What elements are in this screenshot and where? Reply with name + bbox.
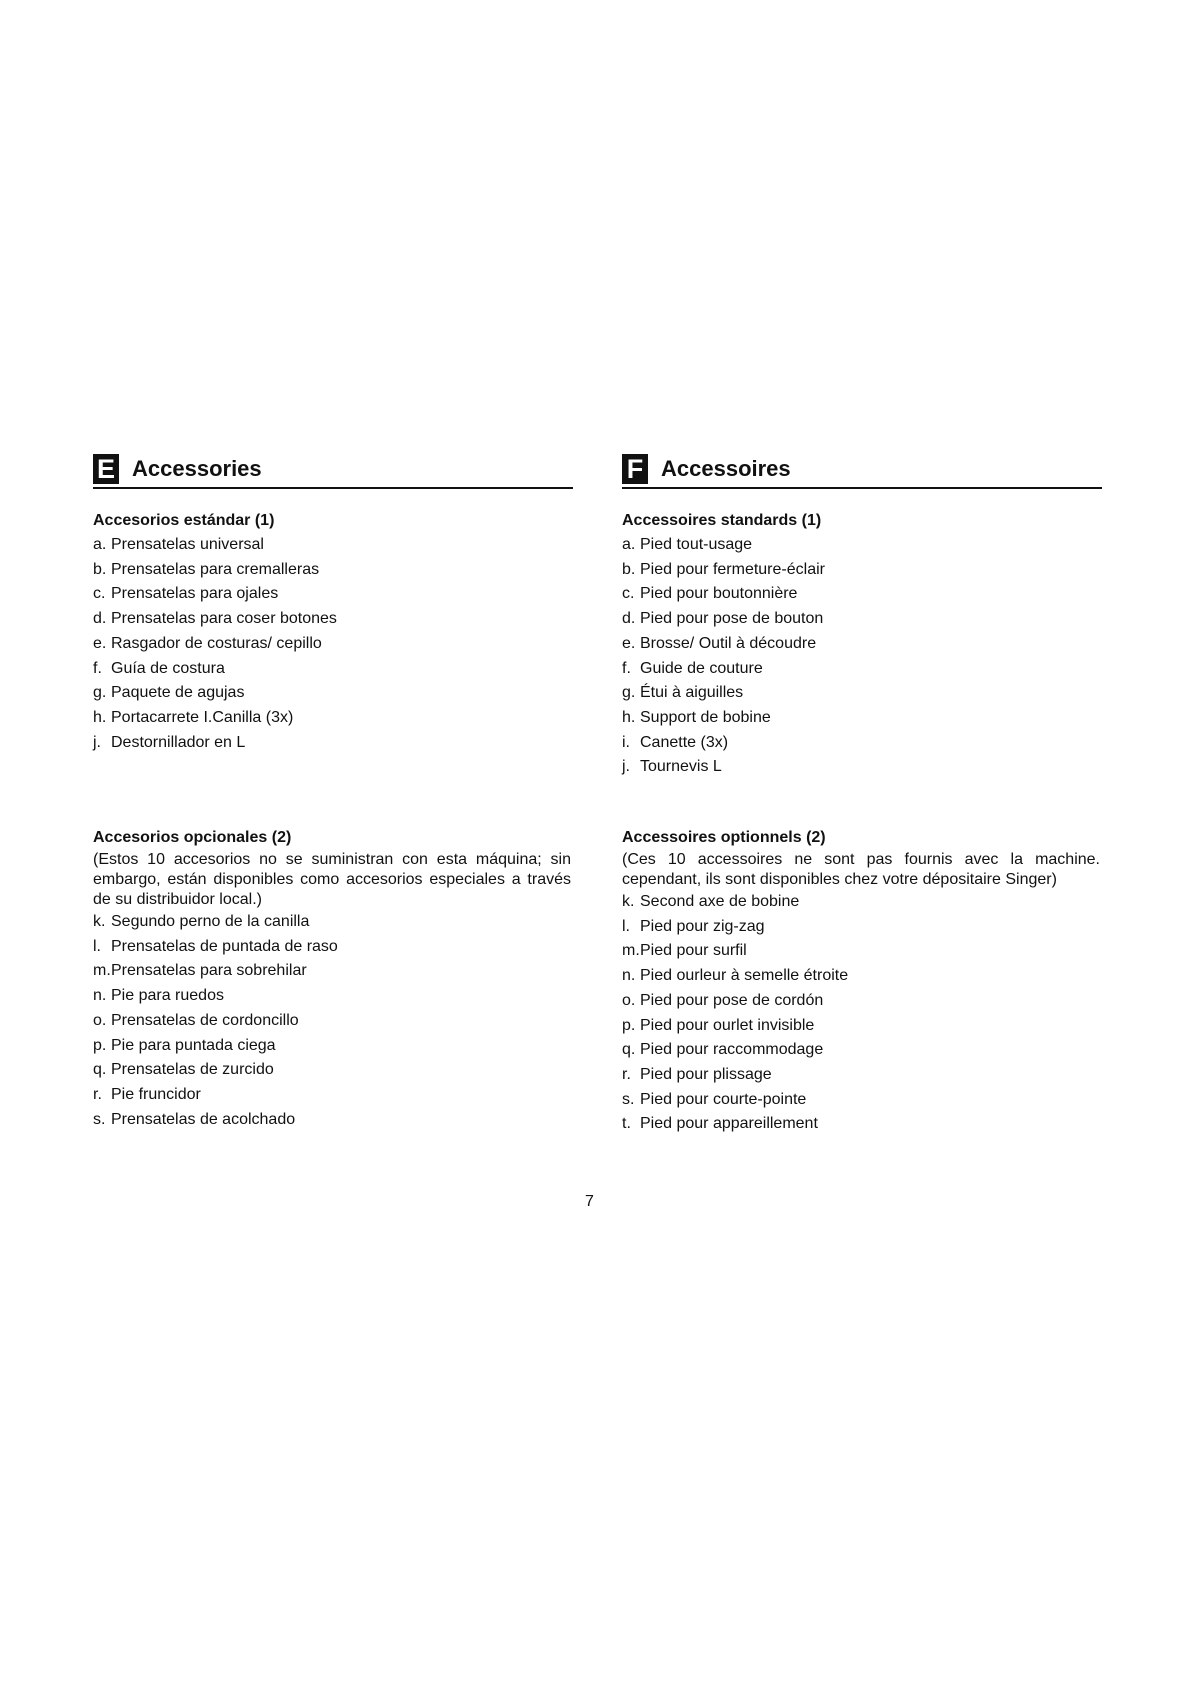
optional-accessories-list bbox=[622, 890, 1102, 1137]
list-item bbox=[93, 1058, 573, 1083]
list-item bbox=[622, 657, 1102, 682]
section-title: Accessories bbox=[132, 455, 262, 481]
list-item bbox=[93, 984, 573, 1009]
item-text: Pied pour pose de cordón bbox=[640, 991, 824, 1009]
item-letter: t. bbox=[622, 1115, 631, 1133]
item-text: Prensatelas para cremalleras bbox=[111, 560, 320, 578]
item-text: Tournevis L bbox=[640, 758, 722, 776]
item-text: Prensatelas de puntada de raso bbox=[111, 937, 338, 955]
list-item bbox=[93, 935, 573, 960]
list-item bbox=[93, 657, 573, 682]
item-text: Pied pour appareillement bbox=[640, 1115, 818, 1133]
section-header-spanish bbox=[93, 452, 573, 489]
spanish-column bbox=[93, 452, 573, 1128]
list-item bbox=[622, 989, 1102, 1014]
item-text: Prensatelas para ojales bbox=[111, 585, 279, 603]
item-letter: n. bbox=[93, 987, 107, 1005]
item-letter: i. bbox=[622, 733, 630, 751]
item-letter: g. bbox=[622, 684, 636, 702]
item-text: Canette (3x) bbox=[640, 733, 729, 751]
item-letter: h. bbox=[93, 708, 107, 726]
item-letter: e. bbox=[93, 634, 107, 652]
item-letter: r. bbox=[622, 1065, 631, 1083]
item-text: Pied pour ourlet invisible bbox=[640, 1016, 815, 1034]
item-text: Pied pour boutonnière bbox=[640, 585, 798, 603]
item-text: Prensatelas de acolchado bbox=[111, 1110, 296, 1128]
list-item bbox=[622, 1088, 1102, 1113]
item-letter: q. bbox=[622, 1041, 636, 1059]
item-text: Pie para puntada ciega bbox=[111, 1036, 276, 1054]
item-letter: e. bbox=[622, 634, 636, 652]
optional-accessories-note: (Ces 10 accessoires ne sont pas fournis avec la machine. cependant, ils sont disponibles chez votre dépositaire Singer) bbox=[622, 851, 1100, 888]
item-text: Pied ourleur à semelle étroite bbox=[640, 967, 849, 985]
list-item bbox=[622, 1014, 1102, 1039]
item-letter: n. bbox=[622, 967, 636, 985]
item-text: Support de bobine bbox=[640, 708, 771, 726]
list-item bbox=[93, 533, 573, 558]
list-item bbox=[622, 607, 1102, 632]
list-item bbox=[93, 910, 573, 935]
french-column bbox=[622, 452, 1102, 1133]
item-text: Prensatelas de cordoncillo bbox=[111, 1011, 299, 1029]
item-letter: o. bbox=[622, 991, 636, 1009]
optional-accessories-block bbox=[93, 826, 573, 1132]
item-letter: j. bbox=[622, 758, 630, 776]
item-letter: c. bbox=[93, 585, 106, 603]
item-letter: j. bbox=[93, 733, 101, 751]
item-text: Pied pour zig-zag bbox=[640, 917, 765, 935]
optional-accessories-list bbox=[93, 910, 573, 1132]
item-text: Pied pour courte-pointe bbox=[640, 1090, 807, 1108]
section-title: Accessoires bbox=[661, 455, 791, 481]
item-letter: f. bbox=[93, 659, 102, 677]
item-letter: q. bbox=[93, 1061, 107, 1079]
item-letter: h. bbox=[622, 708, 636, 726]
language-badge-f: F bbox=[622, 454, 648, 484]
list-item bbox=[622, 964, 1102, 989]
list-item bbox=[622, 915, 1102, 940]
list-item bbox=[622, 890, 1102, 915]
item-letter: d. bbox=[93, 610, 107, 628]
item-letter: b. bbox=[93, 560, 107, 578]
standard-accessories-list bbox=[93, 533, 573, 755]
item-letter: p. bbox=[93, 1036, 107, 1054]
optional-accessories-heading: Accessoires optionnels (2) bbox=[622, 829, 826, 846]
list-item bbox=[93, 1009, 573, 1034]
item-letter: s. bbox=[93, 1110, 106, 1128]
list-item bbox=[93, 959, 573, 984]
list-item bbox=[93, 681, 573, 706]
item-letter: l. bbox=[622, 917, 630, 935]
standard-accessories-heading: Accessoires standards (1) bbox=[622, 512, 822, 529]
optional-accessories-note: (Estos 10 accesorios no se suministran con esta máquina; sin embargo, están disponibles como accesorios especiales a través de su distribuidor local.) bbox=[93, 851, 571, 908]
list-item bbox=[622, 558, 1102, 583]
item-letter: a. bbox=[93, 536, 107, 553]
item-text: Guide de couture bbox=[640, 659, 763, 677]
item-text: Rasgador de costuras/ cepillo bbox=[111, 634, 322, 652]
item-letter: s. bbox=[622, 1090, 635, 1108]
optional-accessories-block bbox=[622, 826, 1102, 1137]
item-letter: c. bbox=[622, 585, 635, 603]
list-item bbox=[93, 1083, 573, 1108]
item-text: Pie fruncidor bbox=[111, 1085, 201, 1103]
standard-accessories-heading: Accesorios estándar (1) bbox=[93, 512, 275, 529]
list-item bbox=[622, 681, 1102, 706]
item-text: Pied pour raccommodage bbox=[640, 1041, 824, 1059]
item-letter: l. bbox=[93, 937, 101, 955]
item-text: Segundo perno de la canilla bbox=[111, 913, 310, 930]
item-text: Prensatelas universal bbox=[111, 536, 264, 553]
item-letter: b. bbox=[622, 560, 636, 578]
section-header-french bbox=[622, 452, 1102, 489]
list-item bbox=[622, 632, 1102, 657]
optional-accessories-heading: Accesorios opcionales (2) bbox=[93, 829, 292, 846]
standard-accessories-list bbox=[622, 533, 1102, 780]
item-letter: o. bbox=[93, 1011, 107, 1029]
list-item bbox=[622, 1063, 1102, 1088]
list-item bbox=[93, 1034, 573, 1059]
item-letter: f. bbox=[622, 659, 631, 677]
list-item bbox=[622, 533, 1102, 558]
list-item bbox=[622, 939, 1102, 964]
item-text: Destornillador en L bbox=[111, 733, 246, 751]
item-text: Pied pour surfil bbox=[640, 942, 747, 960]
item-text: Second axe de bobine bbox=[640, 893, 800, 910]
list-item bbox=[622, 1038, 1102, 1063]
item-text: Brosse/ Outil à découdre bbox=[640, 634, 817, 652]
list-item bbox=[622, 1112, 1102, 1137]
item-letter: k. bbox=[622, 893, 635, 910]
item-text: Portacarrete I.Canilla (3x) bbox=[111, 708, 294, 726]
list-item bbox=[93, 1108, 573, 1133]
item-letter: d. bbox=[622, 610, 636, 628]
item-text: Pied pour fermeture-éclair bbox=[640, 560, 825, 578]
list-item bbox=[93, 607, 573, 632]
list-item bbox=[622, 706, 1102, 731]
item-letter: k. bbox=[93, 913, 106, 930]
item-letter: r. bbox=[93, 1085, 102, 1103]
list-item bbox=[622, 755, 1102, 780]
item-letter: p. bbox=[622, 1016, 636, 1034]
list-item bbox=[93, 558, 573, 583]
item-text: Pied tout-usage bbox=[640, 536, 753, 553]
item-letter: a. bbox=[622, 536, 636, 553]
item-text: Paquete de agujas bbox=[111, 684, 245, 702]
item-letter: m. bbox=[622, 942, 640, 960]
page-number: 7 bbox=[585, 1193, 594, 1210]
item-letter: g. bbox=[93, 684, 107, 702]
item-text: Pie para ruedos bbox=[111, 987, 224, 1005]
item-text: Prensatelas para coser botones bbox=[111, 610, 337, 628]
item-text: Pied pour plissage bbox=[640, 1065, 772, 1083]
list-item bbox=[622, 582, 1102, 607]
list-item bbox=[93, 731, 573, 756]
item-text: Étui à aiguilles bbox=[640, 684, 744, 702]
language-badge-e: E bbox=[93, 454, 119, 484]
item-text: Prensatelas para sobrehilar bbox=[111, 962, 307, 980]
list-item bbox=[93, 706, 573, 731]
item-text: Guía de costura bbox=[111, 659, 225, 677]
item-text: Prensatelas de zurcido bbox=[111, 1061, 274, 1079]
list-item bbox=[622, 731, 1102, 756]
list-item bbox=[93, 632, 573, 657]
item-letter: m. bbox=[93, 962, 111, 980]
list-item bbox=[93, 582, 573, 607]
item-text: Pied pour pose de bouton bbox=[640, 610, 824, 628]
